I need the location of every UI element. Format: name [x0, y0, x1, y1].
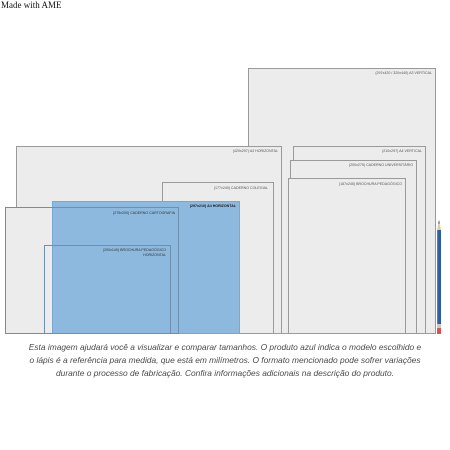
outline-brochura-pedagogico-horizontal — [44, 245, 171, 334]
watermark: Made with AME — [1, 0, 62, 10]
label-a3-horizontal: (420x297) A3 HORIZONTAL — [232, 149, 278, 153]
label-a4-vertical: (210x297) A4 VERTICAL — [382, 149, 422, 153]
label-brochura-pedagogico-horizontal-1: (200x140) BROCHURA PEDAGÓGICO — [102, 248, 166, 252]
caption-line-3: durante o processo de fabricação. Confira informações adicionais na descrição do produto. — [56, 368, 394, 378]
caption-line-1: Esta imagem ajudará você a visualizar e comparar tamanhos. O produto azul indica o modelo escolhido e — [28, 342, 422, 352]
label-brochura-pedagogico-horizontal-2: HORIZONTAL — [143, 253, 166, 257]
pencil-icon — [436, 220, 442, 334]
caption — [25, 341, 425, 380]
label-a4-horizontal: (297x210) A4 HORIZONTAL — [189, 204, 236, 208]
sheet-brochura-pedagogico — [288, 178, 406, 334]
label-a3-vertical: (297x420 / 320x440) A3 VERTICAL — [375, 71, 432, 75]
label-caderno-cartografia: (275x200) CADERNO CARTOGRAFIA — [113, 211, 175, 215]
label-brochura-pedagogico: (187x245) BROCHURA PEDAGÓGICO — [338, 182, 402, 186]
label-caderno-colegial: (177x240) CADERNO COLEGIAL — [213, 186, 268, 190]
label-caderno-universitario: (200x275) CADERNO UNIVERSITÁRIO — [348, 163, 413, 167]
caption-line-2: o lápis é a referência para medida, que está em milímetros. O formato mencionado pode sofrer variações — [29, 355, 421, 365]
